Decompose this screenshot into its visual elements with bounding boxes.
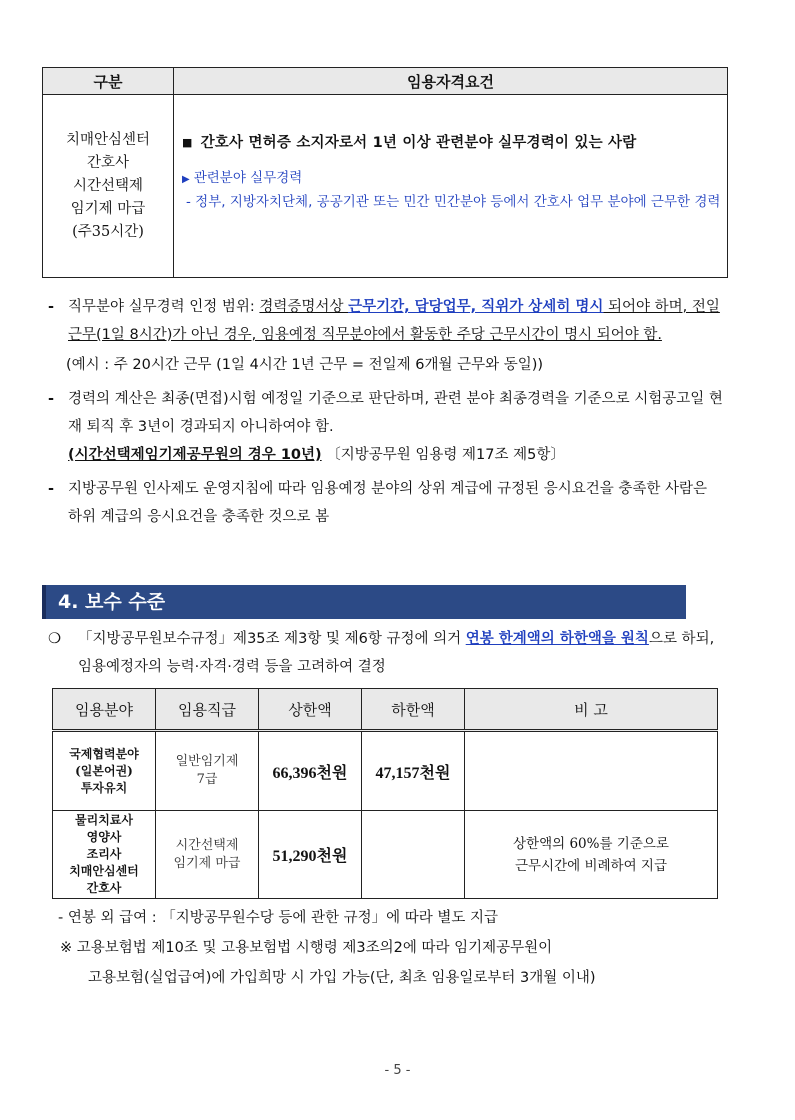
page-number: - 5 - [384, 1063, 411, 1078]
main-requirement: 간호사 면허증 소지자로서 1년 이상 관련분야 실무경력이 있는 사람 [200, 135, 637, 151]
circle-bullet-icon: ❍ [48, 631, 61, 647]
category-line: 시간선택제 [72, 177, 144, 194]
note-example: (예시 : 주 20시간 근무 (1일 4시간 1년 근무 = 전일제 6개월 근무와 동일)) [66, 357, 544, 373]
header-remark: 비 고 [465, 689, 718, 731]
category-line: (주35시간) [72, 223, 144, 240]
remark-cell [465, 731, 718, 811]
dash-bullet-icon: - [48, 481, 55, 497]
note-calculation: - 경력의 계산은 최종(면접)시험 예정일 기준으로 판단하며, 관련 분야 최종경력을 기준으로 시험공고일 현재 퇴직 후 3년이 경과되지 아니하여야 함. (시간선택제임기제공무원의 경우 10년) 〔지방공무원 임용령 제17조 제5항〕 [48, 385, 724, 469]
footer-line: 고용보험(실업급여)에 가입희망 시 가입 가능(단, 최초 임용일로부터 3개월 이내) [88, 970, 596, 986]
dash-bullet-icon: - [48, 299, 55, 315]
category-line: 임기제 마급 [70, 200, 146, 217]
section-title: 4. 보수 수준 [58, 591, 166, 613]
header-rank: 임용직급 [156, 689, 259, 731]
upper-amount: 51,290천원 [259, 811, 362, 899]
note-experience: - 직무분야 실무경력 인정 범위: 경력증명서상 근무기간, 담당업무, 직위가 상세히 명시 되어야 하며, 전일근무(1일 8시간)가 아닌 경우, 임용예정 직무분야에서 활동한 주당 근무시간이 명시 되어야 함. [48, 293, 724, 349]
requirements-cell [174, 95, 728, 278]
remark-cell: 상한액의 60%를 기준으로 근무시간에 비례하여 지급 [465, 811, 718, 899]
pay-paragraph: ❍ 「지방공무원보수규정」제35조 제3항 및 제6항 규정에 의거 연봉 한계액의 하한액을 원칙으로 하되, 임용예정자의 능력·자격·경력 등을 고려하여 결정 [48, 625, 728, 681]
header-lower: 하한액 [362, 689, 465, 731]
sub-heading: 관련분야 실무경력 [193, 170, 303, 186]
square-bullet-icon: ■ [182, 136, 193, 149]
category-cell [43, 95, 174, 278]
upper-amount: 66,396천원 [259, 731, 362, 811]
note-rank-rule: - 지방공무원 인사제도 운영지침에 따라 임용예정 분야의 상위 계급에 규정된 응시요건을 충족한 사람은 하위 계급의 응시요건을 충족한 것으로 봄 [48, 475, 724, 531]
salary-table [52, 688, 718, 899]
table-row: 물리치료사 영양사 조리사 치매안심센터 간호사 시간선택제 임기제 마급 51,290천원 상한액의 60%를 기준으로 근무시간에 비례하여 지급 [53, 811, 718, 899]
category-line: 치매안심센터 [65, 131, 151, 148]
footer-line: ※ 고용보험법 제10조 및 고용보험법 시행령 제3조의2에 따라 임기제공무원이 [60, 940, 553, 956]
table-row: 국제협력분야 (일본어권) 투자유치 일반임기제 7급 66,396천원 47,157천원 [53, 731, 718, 811]
lower-amount [362, 811, 465, 899]
header-category: 구분 [43, 68, 174, 95]
category-line: 간호사 [86, 154, 130, 171]
header-requirements: 임용자격요건 [174, 68, 728, 95]
footer-notes [58, 903, 738, 993]
notes-block [48, 293, 724, 537]
qualification-table [42, 67, 728, 278]
sub-detail: - 정부, 지방자치단체, 공공기관 또는 민간 민간분야 등에서 간호사 업무 분야에 근무한 경력 [186, 194, 721, 210]
lower-amount: 47,157천원 [362, 731, 465, 811]
section-heading [42, 585, 686, 619]
header-field: 임용분야 [53, 689, 156, 731]
triangle-bullet-icon: ▶ [182, 174, 190, 185]
header-upper: 상한액 [259, 689, 362, 731]
dash-bullet-icon: - [48, 391, 55, 407]
footer-line: - 연봉 외 급여 : 「지방공무원수당 등에 관한 규정」에 따라 별도 지급 [58, 910, 498, 926]
